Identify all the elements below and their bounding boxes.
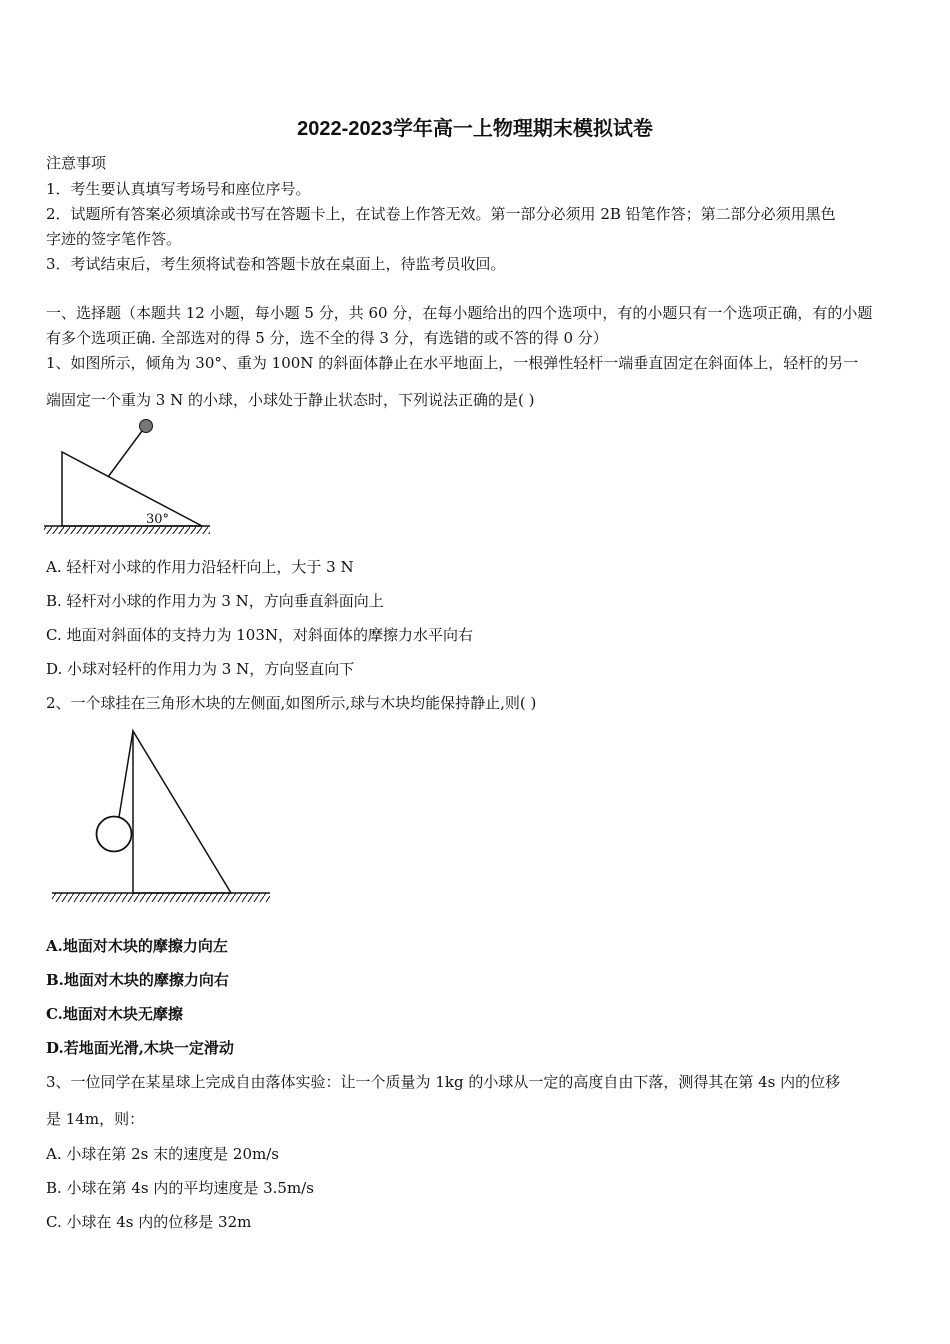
- string: [119, 731, 133, 817]
- option-d: D.若地面光滑,木块一定滑动: [46, 1039, 234, 1057]
- option-b: B. 小球在第 4s 内的平均速度是 3.5m/s: [46, 1179, 314, 1197]
- question-1-stem-cont: 端固定一个重为 3 N 的小球，小球处于静止状态时，下列说法正确的是( ): [46, 391, 535, 409]
- option-c: C.地面对木块无摩擦: [46, 1005, 183, 1023]
- page-title: 2022-2023学年高一上物理期末模拟试卷: [297, 118, 653, 140]
- angle-label: 30°: [146, 512, 170, 527]
- option-c: C. 小球在 4s 内的位移是 32m: [46, 1213, 252, 1231]
- light-rod: [108, 431, 142, 477]
- question-3-stem-cont: 是 14m，则：: [46, 1110, 145, 1128]
- section-heading: 一、选择题（本题共 12 小题，每小题 5 分，共 60 分，在每小题给出的四个选项中，有的小题只有一个选项正确，有的小题: [46, 304, 873, 322]
- small-ball: [140, 420, 153, 433]
- incline-block: [62, 452, 202, 526]
- notice-item: 1．考生要认真填写考场号和座位序号。: [46, 180, 311, 198]
- question-1-stem: 1、如图所示，倾角为 30°、重为 100N 的斜面体静止在水平地面上，一根弹性轻杆一端垂直固定在斜面体上，轻杆的另一: [46, 354, 859, 372]
- notice-item: 3．考试结束后，考生须将试卷和答题卡放在桌面上，待监考员收回。: [46, 255, 506, 273]
- ground-hatch: [52, 893, 270, 902]
- notice-item: 字迹的签字笔作答。: [46, 230, 182, 248]
- notice-item: 2．试题所有答案必须填涂或书写在答题卡上，在试卷上作答无效。第一部分必须用 2B 铅笔作答；第二部分必须用黑色: [46, 205, 836, 223]
- option-b: B. 轻杆对小球的作用力为 3 N，方向垂直斜面向上: [46, 592, 384, 610]
- question-3-stem: 3、一位同学在某星球上完成自由落体实验：让一个质量为 1kg 的小球从一定的高度自由下落，测得其在第 4s 内的位移: [46, 1073, 841, 1091]
- section-heading-cont: 有多个选项正确. 全部选对的得 5 分，选不全的得 3 分，有选错的或不答的得 0 分）: [46, 329, 608, 347]
- incline-figure: [40, 415, 220, 540]
- wedge-ball-figure: [48, 725, 278, 910]
- option-b: B.地面对木块的摩擦力向右: [46, 971, 229, 989]
- ground-hatch: [44, 526, 210, 534]
- question-2-stem: 2、一个球挂在三角形木块的左侧面,如图所示,球与木块均能保持静止,则( ): [46, 694, 537, 712]
- option-a: A.地面对木块的摩擦力向左: [46, 937, 228, 955]
- option-c: C. 地面对斜面体的支持力为 103N，对斜面体的摩擦力水平向右: [46, 626, 474, 644]
- wedge-block: [133, 731, 231, 893]
- hanging-ball: [97, 817, 132, 852]
- option-a: A. 小球在第 2s 末的速度是 20m/s: [46, 1145, 279, 1163]
- notice-heading: 注意事项: [46, 154, 107, 172]
- option-d: D. 小球对轻杆的作用力为 3 N，方向竖直向下: [46, 660, 355, 678]
- option-a: A. 轻杆对小球的作用力沿轻杆向上，大于 3 N: [46, 558, 354, 576]
